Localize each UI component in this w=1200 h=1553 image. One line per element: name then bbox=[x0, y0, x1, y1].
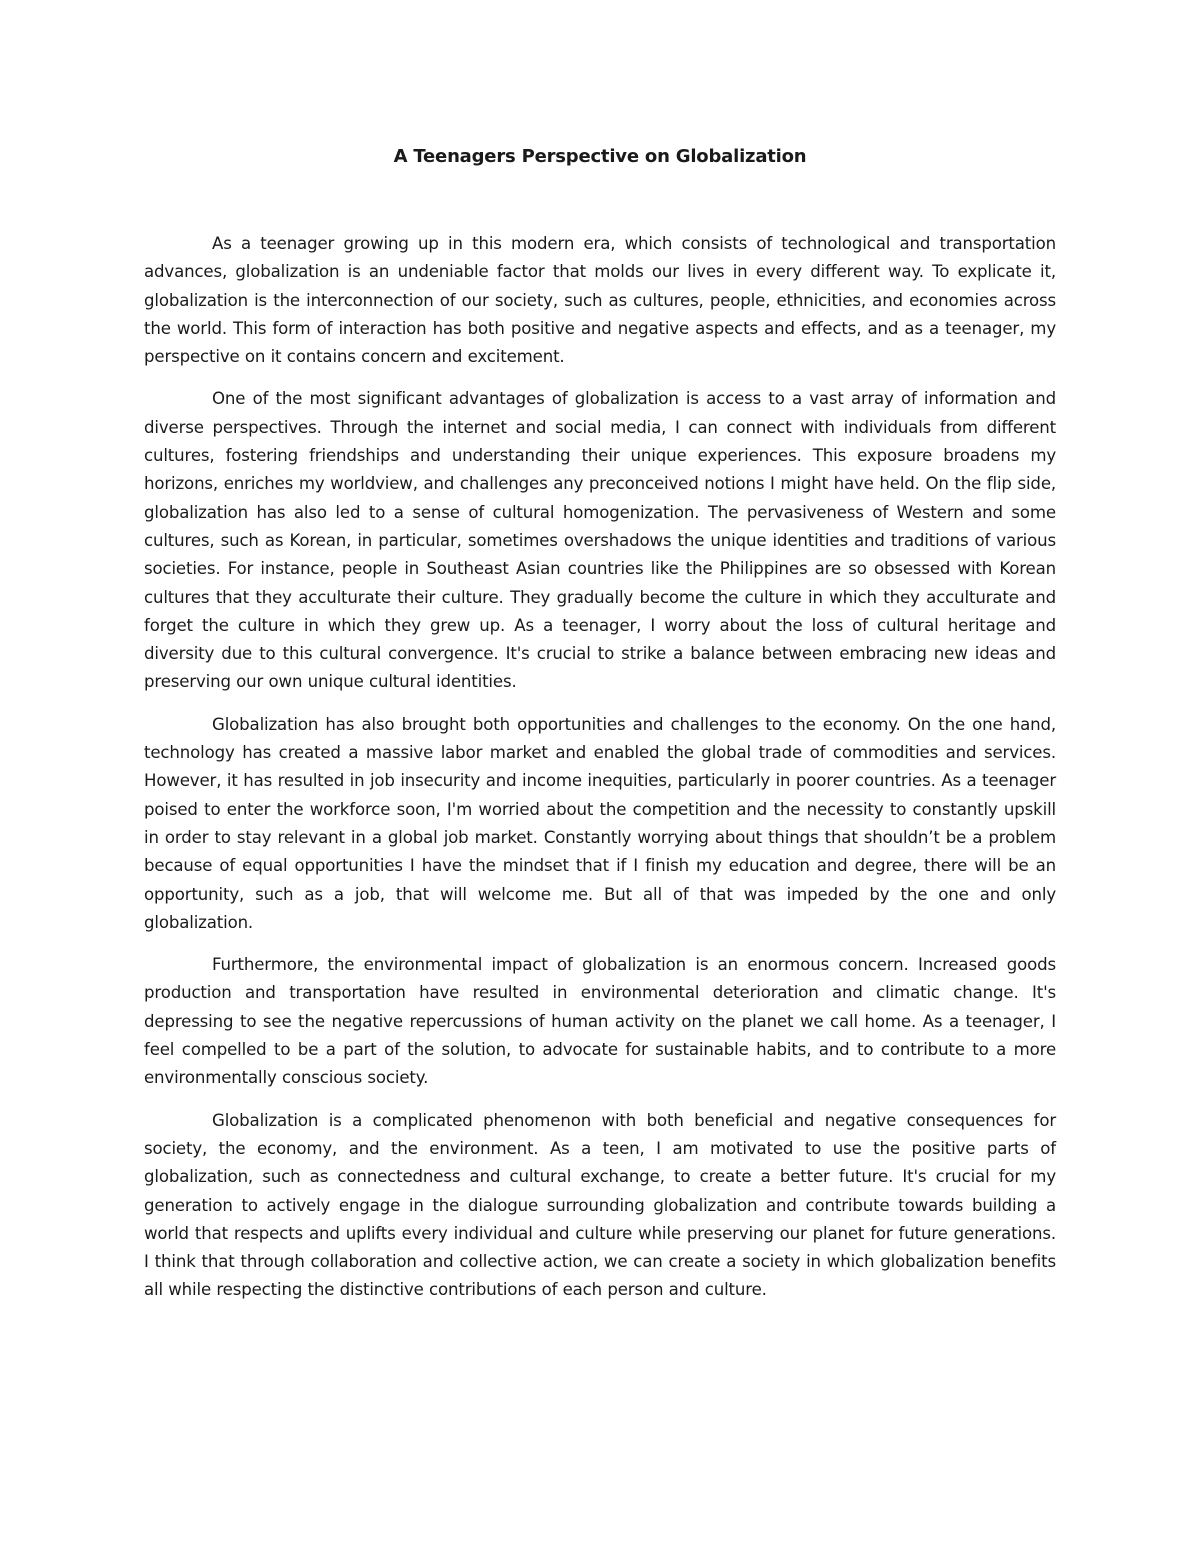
paragraph-introduction: As a teenager growing up in this modern era, which consists of technological and transportation advances, globalization is an undeniable factor that molds our lives in every different way. To explicate it, globalization is the interconnection of our society, such as cultures, people, ethnicities, and economies across the world. This form of interaction has both positive and negative aspects and effects, and as a teenager, my perspective on it contains concern and excitement. bbox=[144, 234, 1056, 367]
document-title: A Teenagers Perspective on Globalization bbox=[393, 146, 807, 167]
paragraph-environment: Furthermore, the environmental impact of globalization is an enormous concern. Increased goods production and transportation have resulted in environmental deterioration and climatic change. It's depressing to see the negative repercussions of human activity on the planet we call home. As a teenager, I feel compelled to be a part of the solution, to advocate for sustainable habits, and to contribute to a more environmentally conscious society. bbox=[144, 955, 1056, 1088]
paragraph-cultural-perspectives: One of the most significant advantages of globalization is access to a vast array of information and diverse perspectives. Through the internet and social media, I can connect with individuals from different cultures, fostering friendships and understanding their unique experiences. This exposure broadens my horizons, enriches my worldview, and challenges any preconceived notions I might have held. On the flip side, globalization has also led to a sense of cultural homogenization. The pervasiveness of Western and some cultures, such as Korean, in particular, sometimes overshadows the unique identities and traditions of various societies. For instance, people in Southeast Asian countries like the Philippines are so obsessed with Korean cultures that they acculturate their culture. They gradually become the culture in which they acculturate and forget the culture in which they grew up. As a teenager, I worry about the loss of cultural heritage and diversity due to this cultural convergence. It's crucial to strike a balance between embracing new ideas and preserving our own unique cultural identities. bbox=[144, 389, 1056, 692]
paragraph-economy: Globalization has also brought both opportunities and challenges to the economy. On the one hand, technology has created a massive labor market and enabled the global trade of commodities and services. However, it has resulted in job insecurity and income inequities, particularly in poorer countries. As a teenager poised to enter the workforce soon, I'm worried about the competition and the necessity to constantly upskill in order to stay relevant in a global job market. Constantly worrying about things that shouldn’t be a problem because of equal opportunities I have the mindset that if I finish my education and degree, there will be an opportunity, such as a job, that will welcome me. But all of that was impeded by the one and only globalization. bbox=[144, 714, 1056, 932]
document-body bbox=[144, 230, 1056, 1305]
paragraph-conclusion: Globalization is a complicated phenomenon with both beneficial and negative consequences for society, the economy, and the environment. As a teen, I am motivated to use the positive parts of globalization, such as connectedness and cultural exchange, to create a better future. It's crucial for my generation to actively engage in the dialogue surrounding globalization and contribute towards building a world that respects and uplifts every individual and culture while preserving our planet for future generations. I think that through collaboration and collective action, we can create a society in which globalization benefits all while respecting the distinctive contributions of each person and culture. bbox=[144, 1110, 1056, 1300]
